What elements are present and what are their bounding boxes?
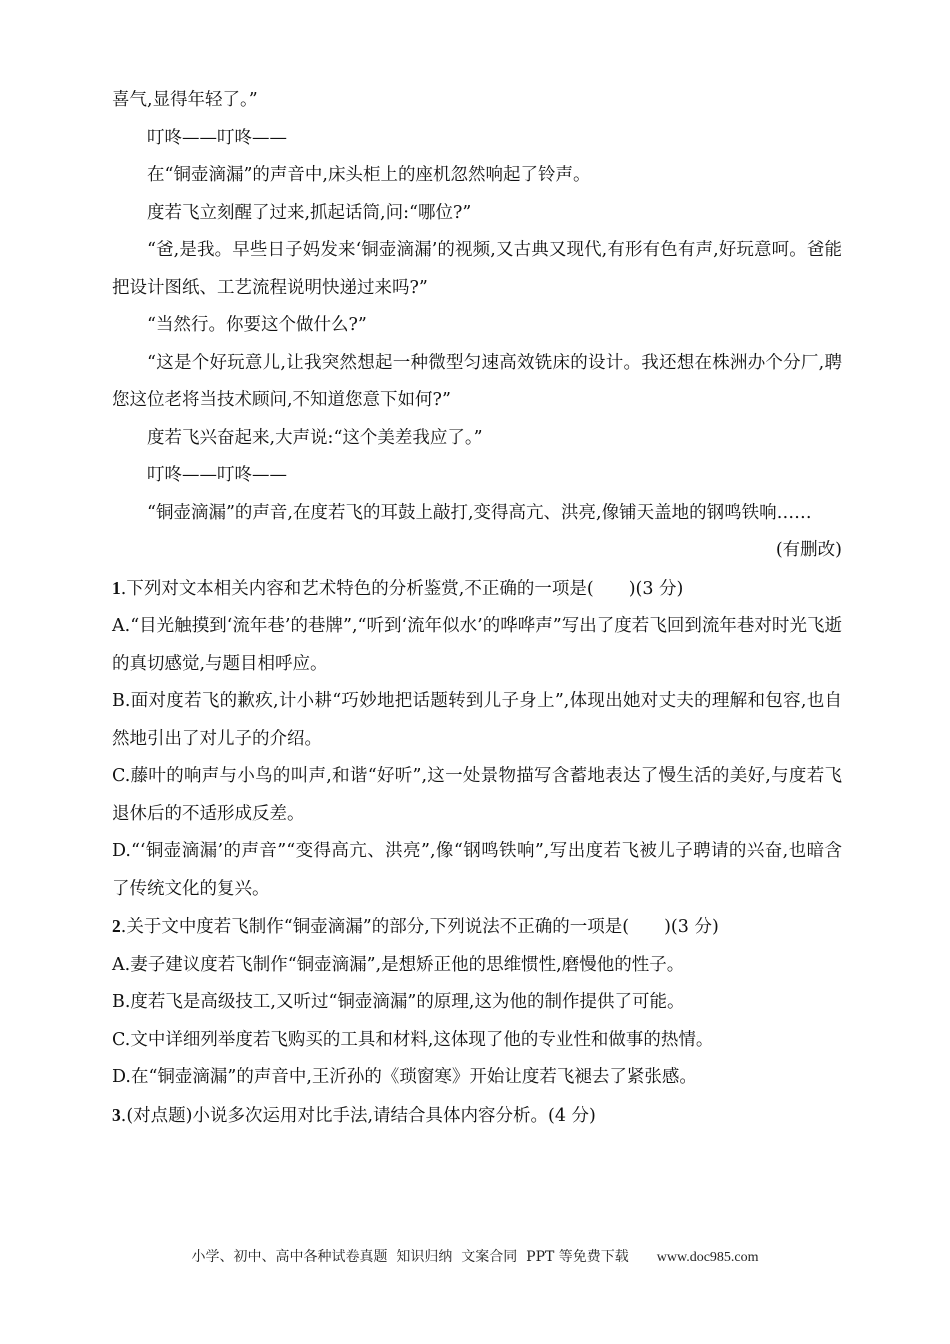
question-number: 1	[112, 577, 121, 598]
footer-url[interactable]: www.doc985.com	[656, 1250, 759, 1265]
story-paragraph: “铜壶滴漏”的声音,在度若飞的耳鼓上敲打,变得高亢、洪亮,像铺天盖地的钢鸣铁响……	[147, 502, 812, 523]
question-text: .关于文中度若飞制作“铜壶滴漏”的部分,下列说法不正确的一项是( )(3 分)	[120, 917, 719, 937]
question-1-option-a: A.“目光触摸到‘流年巷’的巷牌”,“听到‘流年似水’的哗哗声”写出了度若飞回到流年巷对时光飞逝的真切感觉,与题目相呼应。	[112, 616, 842, 674]
question-number: 2	[112, 916, 121, 936]
story-paragraph: “这是个好玩意儿,让我突然想起一种微型匀速高效铣床的设计。我还想在株洲办个分厂,聘您这位老将当技术顾问,不知道您意下如何?”	[112, 352, 842, 410]
page-content	[112, 82, 842, 1135]
question-2-option-b: B.度若飞是高级技工,又听过“铜壶滴漏”的原理,这为他的制作提供了可能。	[112, 992, 685, 1012]
story-paragraph: “当然行。你要这个做什么?”	[147, 315, 367, 335]
question-1-option-c: C.藤叶的响声与小鸟的叫声,和谐“好听”,这一处景物描写含蓄地表达了慢生活的美好,与度若飞退休后的不适形成反差。	[112, 766, 842, 824]
question-2-option-d: D.在“铜壶滴漏”的声音中,王沂孙的《琐窗寒》开始让度若飞褪去了紧张感。	[112, 1067, 697, 1087]
story-paragraph: 度若飞兴奋起来,大声说:“这个美差我应了。”	[147, 427, 483, 448]
question-text: .下列对文本相关内容和艺术特色的分析鉴赏,不正确的一项是( )(3 分)	[120, 578, 684, 599]
question-text: .(对点题)小说多次运用对比手法,请结合具体内容分析。(4 分)	[120, 1105, 596, 1126]
question-2-option-a: A.妻子建议度若飞制作“铜壶滴漏”,是想矫正他的思维惯性,磨慢他的性子。	[112, 954, 685, 975]
question-1-stem	[112, 570, 842, 609]
story-paragraph: 度若飞立刻醒了过来,抓起话筒,问:“哪位?”	[147, 202, 472, 223]
question-2-option-c: C.文中详细列举度若飞购买的工具和材料,这体现了他的专业性和做事的热情。	[112, 1029, 714, 1050]
page-footer	[0, 1246, 950, 1266]
question-2-stem	[112, 908, 842, 947]
story-paragraph: “爸,是我。早些日子妈发来‘铜壶滴漏’的视频,又古典又现代,有形有色有声,好玩意呵。爸能把设计图纸、工艺流程说明快递过来吗?”	[112, 240, 842, 298]
question-3-stem	[112, 1097, 842, 1136]
question-1-option-b: B.面对度若飞的歉疚,计小耕“巧妙地把话题转到儿子身上”,体现出她对丈夫的理解和包容,也自然地引出了对儿子的介绍。	[112, 691, 842, 749]
story-paragraph: 叮咚——叮咚——	[147, 465, 287, 485]
story-paragraph: 在“铜壶滴漏”的声音中,床头柜上的座机忽然响起了铃声。	[147, 165, 591, 185]
story-paragraph: 喜气,显得年轻了。”	[112, 90, 258, 110]
story-paragraph: 叮咚——叮咚——	[147, 127, 287, 148]
footer-text: 小学、初中、高中各种试卷真题 知识归纳 文案合同 PPT 等免费下载	[191, 1249, 629, 1265]
question-number: 3	[112, 1104, 121, 1125]
question-1-option-d: D.“‘铜壶滴漏’的声音”“变得高亢、洪亮”,像“钢鸣铁响”,写出度若飞被儿子聘请的兴奋,也暗含了传统文化的复兴。	[112, 841, 842, 899]
edit-note: (有删改)	[775, 540, 842, 560]
